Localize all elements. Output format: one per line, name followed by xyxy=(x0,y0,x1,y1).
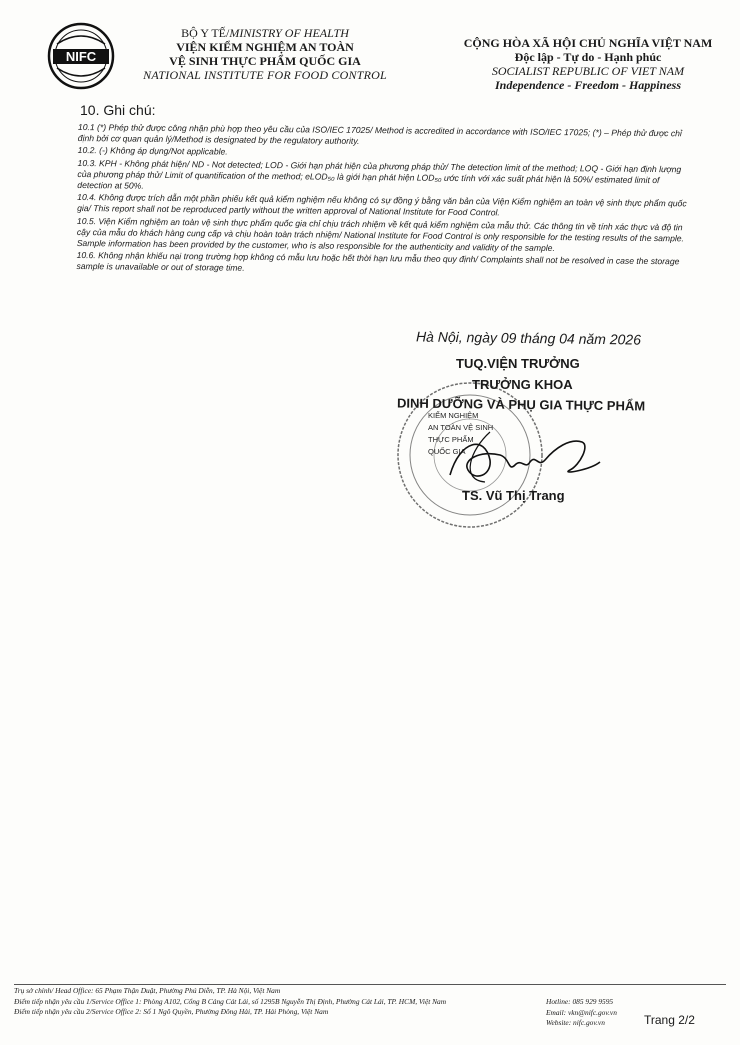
institute-vi-1: VIỆN KIỂM NGHIỆM AN TOÀN xyxy=(176,40,354,54)
service-office-2: Điểm tiếp nhận yêu cầu 2/Service Office 2: Số 1 Ngô Quyền, Phường Đông Hải, TP. Hải Phòng, Việt Nam xyxy=(14,1007,329,1016)
nifc-logo xyxy=(47,22,115,90)
stamp-line: AN TOÀN VỆ SINH xyxy=(428,423,494,432)
signer-authority: TUQ.VIỆN TRƯỞNG xyxy=(456,356,580,371)
hotline: Hotline: 085 929 9595 xyxy=(546,997,614,1006)
note-item: 10.6. Không nhận khiếu nại trong trường hợp không có mẫu lưu hoặc hết thời hạn lưu mẫu theo quy định/ Complaints shall not be resolved in case the storage sample is unavailable or out of storage time. xyxy=(76,250,680,274)
note-item: 10.4. Không được trích dẫn một phần phiếu kết quả kiểm nghiệm nếu không có sự đồng ý bằng văn bản của Viện Kiểm nghiệm an toàn vệ sinh thực phẩm quốc gia/ This report shall not be reproduced partly without the written approval of National Institute for Food Control. xyxy=(77,192,687,218)
motto-vi: Độc lập - Tự do - Hạnh phúc xyxy=(514,50,662,64)
notes-list xyxy=(76,122,696,280)
note-item: 10.3. KPH - Không phát hiện/ ND - Not detected; LOD - Giới hạn phát hiện của phương pháp thử/ The detection limit of the method; LOQ - Giới hạn định lượng của phương pháp thử/ Limit of quantification of the method; eLOD₅₀ là giới hạn phát hiện LOD₅₀ ước tính với xác suất phát hiện là 50%/ estimated limit of detection at 50%. xyxy=(77,157,682,191)
signing-date: Hà Nội, ngày 09 tháng 04 năm 2026 xyxy=(415,328,642,348)
stamp-line: QUỐC GIA xyxy=(428,447,466,456)
website: Website: nifc.gov.vn xyxy=(546,1018,605,1027)
signer-name: TS. Vũ Thị Trang xyxy=(462,488,565,503)
stamp-line: THỰC PHẨM xyxy=(428,435,474,444)
ministry-line xyxy=(120,26,410,40)
notes-title: 10. Ghi chú: xyxy=(80,102,156,118)
footer-addresses xyxy=(14,986,554,1018)
ministry-en: MINISTRY OF HEALTH xyxy=(229,26,349,40)
service-office-1: Điểm tiếp nhận yêu cầu 1/Service Office 1: Phòng A102, Cổng B Cảng Cát Lái, số 1295B Nguyễn Thị Định, Phường Cát Lái, TP. HCM, Việt Nam xyxy=(14,996,447,1006)
note-item: 10.5. Viện Kiểm nghiệm an toàn vệ sinh thực phẩm quốc gia chỉ chịu trách nhiệm về kết quả kiểm nghiệm của mẫu thử. Các thông tin về tính xác thực và độ tin cậy của mẫu do khách hàng cung cấp và chịu hoàn toàn trách nhiệm/ National Institute for Food Control is only responsible for the testing results of the sample. Sample information has been provided by the customer, who is also responsible for the authenticity and validity of the sample. xyxy=(76,215,685,254)
signer-department: DINH DƯỠNG VÀ PHỤ GIA THỰC PHẨM xyxy=(396,395,646,414)
ministry-vi: BỘ Y TẾ/ xyxy=(181,26,230,40)
page-number: Trang 2/2 xyxy=(644,1013,695,1027)
head-office: Trụ sở chính/ Head Office: 65 Phạm Thận Duật, Phường Phú Diễn, TP. Hà Nội, Việt Nam xyxy=(14,986,281,995)
stamp-line: KIỂM NGHIỆM xyxy=(428,411,479,420)
email: Email: vkn@nifc.gov.vn xyxy=(546,1007,617,1017)
logo-text: NIFC xyxy=(65,49,97,64)
republic-en: SOCIALIST REPUBLIC OF VIET NAM xyxy=(491,64,685,78)
republic-vi: CỘNG HÒA XÃ HỘI CHỦ NGHĨA VIỆT NAM xyxy=(463,36,713,50)
institute-en: NATIONAL INSTITUTE FOR FOOD CONTROL xyxy=(143,68,387,82)
note-item: 10.1 (*) Phép thử được công nhận phù hợp theo yêu cầu của ISO/IEC 17025/ Method is accredited in accordance with ISO/IEC 17025; (*) – Phép thử được chỉ định bởi cơ quan quản lý/Method is designated by the regulatory authority. xyxy=(77,122,682,147)
note-item: 10.2. (-) Không áp dụng/Not applicable. xyxy=(77,145,228,157)
institute-vi-2: VỆ SINH THỰC PHẨM QUỐC GIA xyxy=(169,54,361,68)
signer-title: TRƯỞNG KHOA xyxy=(472,377,573,392)
footer-divider xyxy=(14,984,726,985)
issuer-block xyxy=(120,26,410,82)
motto-en: Independence - Freedom - Happiness xyxy=(495,78,681,92)
republic-block xyxy=(448,36,728,92)
